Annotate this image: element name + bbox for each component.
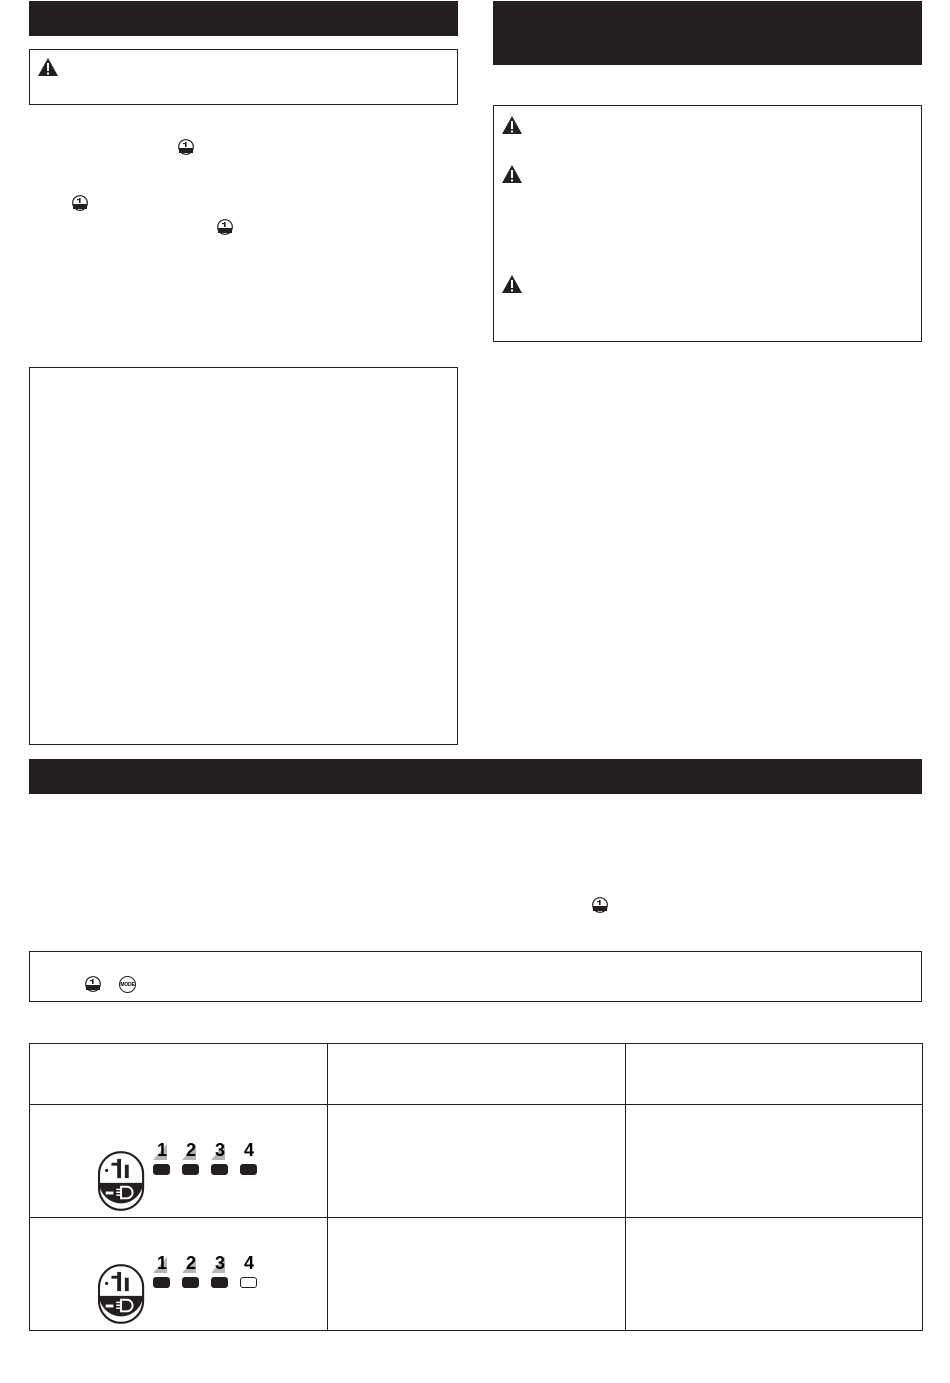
table-row [30,1105,923,1218]
warning-triangle-icon [37,57,59,77]
mode-lamp [153,1164,170,1175]
mode-lamp [182,1164,199,1175]
mode-lamp [240,1164,257,1175]
warning-triangle-icon [501,164,523,184]
table-header-row [30,1044,923,1105]
mode-lamp [211,1277,228,1288]
mode-level-shading [153,1140,273,1162]
mode-number: 1 [157,1140,168,1160]
mode-number: 1 [157,1253,168,1273]
mode-lamp [211,1164,228,1175]
table-header-cell [626,1044,923,1105]
note-box-left [29,367,458,745]
impact-mode-icon [72,194,88,212]
mode-table [29,1043,923,1331]
section-header-bar-full [29,759,922,794]
mode-button-icon: MODE [119,976,136,993]
impact-mode-icon [85,975,101,993]
mode-number: 4 [244,1140,255,1160]
warning-box-right [493,105,922,342]
mode-lamp [153,1277,170,1288]
table-cell [626,1105,923,1218]
mode-lamp [182,1277,199,1288]
mode-number: 2 [186,1253,197,1273]
mode-lamp [240,1277,257,1288]
section-header-bar-right [493,1,922,65]
mode-number: 2 [186,1140,197,1160]
tool-light-mode-icon [98,1150,146,1212]
section-header-bar-left [29,1,458,36]
warning-triangle-icon [501,115,523,135]
note-box-full [29,951,922,1002]
table-cell [328,1218,626,1331]
mode-level-shading [153,1253,273,1275]
impact-mode-icon [178,138,194,156]
mode-number: 3 [215,1140,226,1160]
table-header-cell [30,1044,328,1105]
mode-indicator-panel [98,1140,268,1212]
mode-number: 3 [215,1253,226,1273]
mode-indicator-panel [98,1253,268,1325]
table-row [30,1218,923,1331]
impact-mode-icon [217,218,233,236]
mode-number: 4 [244,1253,255,1273]
table-header-cell [328,1044,626,1105]
warning-triangle-icon [501,274,523,294]
table-cell [626,1218,923,1331]
tool-light-mode-icon [98,1263,146,1325]
mode-indicator-cell [30,1105,328,1218]
impact-mode-icon [592,896,608,914]
warning-box-left [29,49,458,105]
mode-indicator-cell [30,1218,328,1331]
table-cell [328,1105,626,1218]
